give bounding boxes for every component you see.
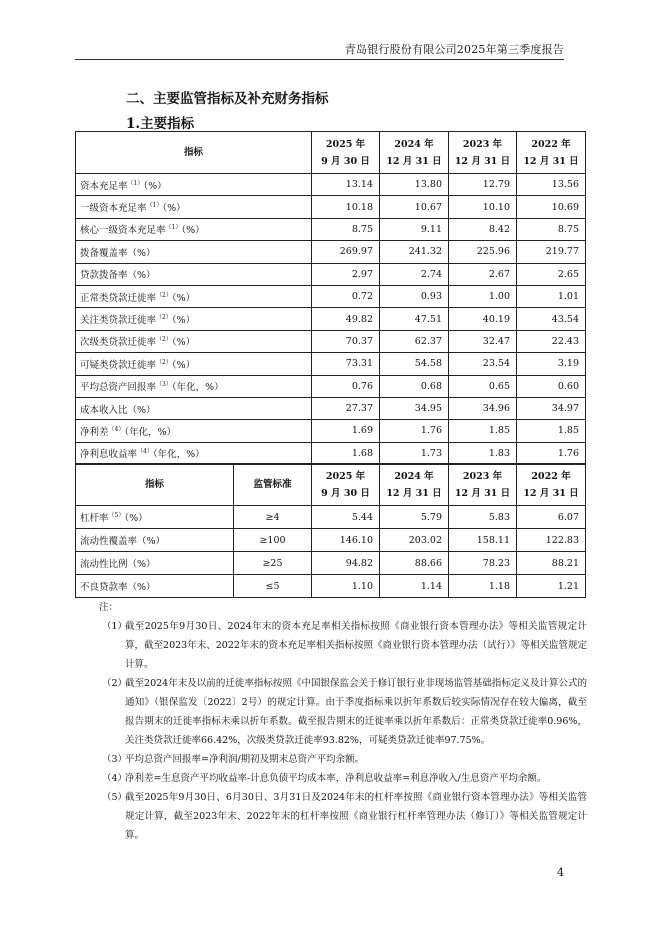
period-header: 2022 年 12 月 31 日 bbox=[517, 132, 586, 174]
value-cell: 122.83 bbox=[517, 529, 586, 552]
indicator-label: 平均总资产回报率$^{(3)}$（年化，%） bbox=[76, 375, 312, 397]
period-header: 2025 年 9 月 30 日 bbox=[312, 464, 380, 506]
value-cell: 47.51 bbox=[380, 308, 449, 330]
table-row bbox=[76, 552, 586, 575]
period-header: 2022 年 12 月 31 日 bbox=[517, 464, 586, 506]
standard-cell: ≤5 bbox=[234, 575, 312, 598]
value-cell: 62.37 bbox=[380, 330, 449, 352]
value-cell: 0.72 bbox=[312, 285, 380, 307]
table-row bbox=[76, 506, 586, 529]
indicator-label: 净利息收益率$^{(4)}$（年化，%） bbox=[76, 442, 312, 464]
value-cell: 13.14 bbox=[312, 174, 380, 196]
value-cell: 241.32 bbox=[380, 241, 449, 263]
value-cell: 146.10 bbox=[312, 529, 380, 552]
indicator-label: 资本充足率$^{(1)}$（%） bbox=[76, 174, 312, 196]
value-cell: 1.73 bbox=[380, 442, 449, 464]
value-cell: 269.97 bbox=[312, 241, 380, 263]
value-cell: 1.69 bbox=[312, 420, 380, 442]
footnote-ref: （3） bbox=[156, 381, 172, 389]
value-cell: 0.93 bbox=[380, 285, 449, 307]
value-cell: 1.85 bbox=[449, 420, 517, 442]
note-number: （5） bbox=[102, 792, 128, 803]
note-text: 净利差=生息资产平均收益率-计息负债平均成本率，净利息收益率=利息净收入/生息资产平均余额。 bbox=[125, 773, 547, 784]
value-cell: 1.85 bbox=[517, 420, 586, 442]
indicator-header: 指标 bbox=[76, 132, 312, 174]
value-cell: 1.14 bbox=[380, 575, 449, 598]
value-cell: 73.31 bbox=[312, 353, 380, 375]
value-cell: 43.54 bbox=[517, 308, 586, 330]
indicator-label: 流动性覆盖率（%） bbox=[76, 529, 234, 552]
indicator-label: 次级类贷款迁徙率$^{(2)}$（%） bbox=[76, 330, 312, 352]
value-cell: 27.37 bbox=[312, 397, 380, 419]
indicator-label: 净利差$^{(4)}$（年化，%） bbox=[76, 420, 312, 442]
note-item bbox=[75, 788, 587, 845]
value-cell: 1.10 bbox=[312, 575, 380, 598]
value-cell: 1.76 bbox=[380, 420, 449, 442]
value-cell: 1.83 bbox=[449, 442, 517, 464]
value-cell: 78.23 bbox=[449, 552, 517, 575]
value-cell: 1.68 bbox=[312, 442, 380, 464]
value-cell: 5.83 bbox=[449, 506, 517, 529]
value-cell: 34.95 bbox=[380, 397, 449, 419]
value-cell: 10.67 bbox=[380, 196, 449, 218]
indicator-label: 核心一级资本充足率$^{(1)}$（%） bbox=[76, 218, 312, 240]
value-cell: 49.82 bbox=[312, 308, 380, 330]
footnote-ref: （4） bbox=[108, 425, 125, 433]
value-cell: 8.75 bbox=[312, 218, 380, 240]
report-title: 青岛银行股份有限公司2025年第三季度报告 bbox=[344, 43, 564, 56]
value-cell: 40.19 bbox=[449, 308, 517, 330]
footnote-ref: （1） bbox=[127, 179, 144, 187]
regulatory-indicators-table bbox=[75, 463, 586, 598]
value-cell: 13.56 bbox=[517, 174, 586, 196]
value-cell: 34.97 bbox=[517, 397, 586, 419]
standard-cell: ≥100 bbox=[234, 529, 312, 552]
footnote-ref: （5） bbox=[108, 511, 125, 519]
value-cell: 32.47 bbox=[449, 330, 517, 352]
standard-header: 监管标准 bbox=[234, 464, 312, 506]
value-cell: 0.65 bbox=[449, 375, 517, 397]
indicator-label: 可疑类贷款迁徙率$^{(2)}$（%） bbox=[76, 353, 312, 375]
value-cell: 2.97 bbox=[312, 263, 380, 285]
value-cell: 88.66 bbox=[380, 552, 449, 575]
indicator-label: 一级资本充足率$^{(1)}$（%） bbox=[76, 196, 312, 218]
table-row bbox=[76, 353, 586, 375]
indicator-label: 不良贷款率（%） bbox=[76, 575, 234, 598]
table-row bbox=[76, 420, 586, 442]
value-cell: 1.76 bbox=[517, 442, 586, 464]
value-cell: 0.68 bbox=[380, 375, 449, 397]
standard-cell: ≥25 bbox=[234, 552, 312, 575]
period-header: 2025 年 9 月 30 日 bbox=[312, 132, 380, 174]
value-cell: 6.07 bbox=[517, 506, 586, 529]
value-cell: 225.96 bbox=[449, 241, 517, 263]
value-cell: 0.76 bbox=[312, 375, 380, 397]
footnote-ref: （2） bbox=[156, 313, 172, 321]
table-row bbox=[76, 442, 586, 464]
value-cell: 23.54 bbox=[449, 353, 517, 375]
table-row bbox=[76, 285, 586, 307]
value-cell: 12.79 bbox=[449, 174, 517, 196]
note-item bbox=[75, 674, 587, 750]
value-cell: 219.77 bbox=[517, 241, 586, 263]
footnote-ref: （1） bbox=[165, 224, 182, 232]
note-number: （4） bbox=[102, 773, 128, 784]
main-indicators-table bbox=[75, 131, 586, 465]
standard-cell: ≥4 bbox=[234, 506, 312, 529]
indicator-label: 关注类贷款迁徙率$^{(2)}$（%） bbox=[76, 308, 312, 330]
table-row bbox=[76, 375, 586, 397]
table-row bbox=[76, 529, 586, 552]
table-row bbox=[76, 174, 586, 196]
value-cell: 2.67 bbox=[449, 263, 517, 285]
value-cell: 1.18 bbox=[449, 575, 517, 598]
value-cell: 158.11 bbox=[449, 529, 517, 552]
note-text: 截至2025年9月30日、6月30日、3月31日及2024年末的杠杆率按照《商业银行资本管理办法》等相关监管规定计算，截至2023年末、2022年末的杠杆率按照《商业银行杠杆率管理办法（修订）》等相关监管规定计算。 bbox=[125, 792, 587, 841]
indicator-header: 指标 bbox=[76, 464, 234, 506]
note-number: （1） bbox=[102, 621, 128, 632]
table-row bbox=[76, 330, 586, 352]
value-cell: 10.69 bbox=[517, 196, 586, 218]
footnote-ref: （2） bbox=[156, 336, 172, 344]
footnote-ref: （2） bbox=[156, 291, 172, 299]
value-cell: 10.18 bbox=[312, 196, 380, 218]
indicator-label: 成本收入比（%） bbox=[76, 397, 312, 419]
value-cell: 0.60 bbox=[517, 375, 586, 397]
sub-title: 1.主要指标 bbox=[126, 116, 195, 132]
value-cell: 94.82 bbox=[312, 552, 380, 575]
note-item bbox=[75, 617, 587, 674]
value-cell: 8.75 bbox=[517, 218, 586, 240]
indicator-label: 正常类贷款迁徙率$^{(2)}$（%） bbox=[76, 285, 312, 307]
value-cell: 1.00 bbox=[449, 285, 517, 307]
table-row bbox=[76, 241, 586, 263]
note-text: 截至2024年末及以前的迁徙率指标按照《中国银保监会关于修订银行业非现场监管基础指标定义及计算公式的通知》（银保监发〔2022〕2号）的规定计算。由于季度指标乘以折年系数后较实际情况存在较大偏离，截至报告期末的迁徙率指标未乘以折年系数。截至报告期末的迁徙率乘以折年系数后：正常类贷款迁徙率0.96%，关注类贷款迁徙率66.42%，次级类贷款迁徙率93.82%，可疑类贷款迁徙率97.75%。 bbox=[125, 678, 587, 746]
table-row bbox=[76, 263, 586, 285]
value-cell: 88.21 bbox=[517, 552, 586, 575]
value-cell: 70.37 bbox=[312, 330, 380, 352]
table-row bbox=[76, 308, 586, 330]
footnote-ref: （1） bbox=[146, 201, 163, 209]
note-item bbox=[75, 769, 587, 788]
header-divider bbox=[75, 59, 564, 60]
notes-section bbox=[75, 598, 587, 845]
footnote-ref: （4） bbox=[137, 448, 153, 456]
value-cell: 8.42 bbox=[449, 218, 517, 240]
indicator-label: 拨备覆盖率（%） bbox=[76, 241, 312, 263]
value-cell: 5.79 bbox=[380, 506, 449, 529]
value-cell: 3.19 bbox=[517, 353, 586, 375]
section-title: 二、主要监管指标及补充财务指标 bbox=[126, 91, 329, 107]
value-cell: 34.96 bbox=[449, 397, 517, 419]
value-cell: 2.74 bbox=[380, 263, 449, 285]
note-text: 平均总资产回报率=净利润/期初及期末总资产平均余额。 bbox=[125, 754, 365, 765]
period-header: 2023 年 12 月 31 日 bbox=[449, 132, 517, 174]
value-cell: 13.80 bbox=[380, 174, 449, 196]
value-cell: 22.43 bbox=[517, 330, 586, 352]
page-number: 4 bbox=[557, 866, 564, 879]
note-text: 截至2025年9月30日、2024年末的资本充足率相关指标按照《商业银行资本管理办法》等相关监管规定计算，截至2023年末、2022年末的资本充足率相关指标按照《商业银行资本管理办法（试行）》等相关监管规定计算。 bbox=[125, 621, 587, 670]
footnote-ref: （2） bbox=[156, 358, 172, 366]
value-cell: 1.21 bbox=[517, 575, 586, 598]
value-cell: 203.02 bbox=[380, 529, 449, 552]
period-header: 2023 年 12 月 31 日 bbox=[449, 464, 517, 506]
period-header: 2024 年 12 月 31 日 bbox=[380, 464, 449, 506]
indicator-label: 流动性比例（%） bbox=[76, 552, 234, 575]
notes-title: 注： bbox=[99, 602, 119, 613]
indicator-label: 贷款拨备率（%） bbox=[76, 263, 312, 285]
period-header: 2024 年 12 月 31 日 bbox=[380, 132, 449, 174]
table-row bbox=[76, 397, 586, 419]
table-row bbox=[76, 196, 586, 218]
note-item bbox=[75, 750, 587, 769]
table-row bbox=[76, 575, 586, 598]
value-cell: 10.10 bbox=[449, 196, 517, 218]
note-number: （2） bbox=[102, 678, 128, 689]
indicator-label: 杠杆率$^{(5)}$（%） bbox=[76, 506, 234, 529]
value-cell: 5.44 bbox=[312, 506, 380, 529]
value-cell: 1.01 bbox=[517, 285, 586, 307]
value-cell: 9.11 bbox=[380, 218, 449, 240]
value-cell: 2.65 bbox=[517, 263, 586, 285]
value-cell: 54.58 bbox=[380, 353, 449, 375]
note-number: （3） bbox=[102, 754, 128, 765]
table-row bbox=[76, 218, 586, 240]
